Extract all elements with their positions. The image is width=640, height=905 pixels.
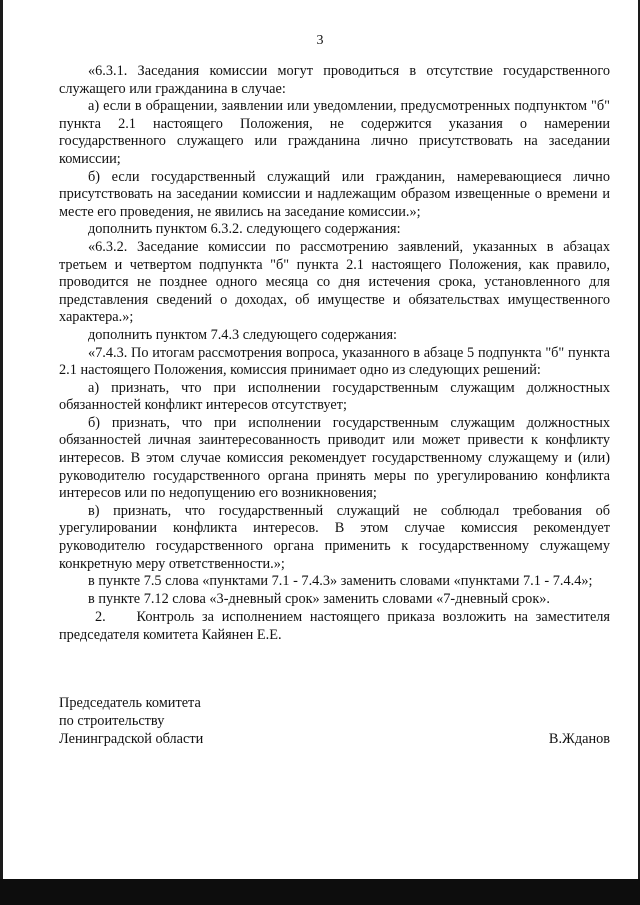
signatory-title-line: Председатель комитета xyxy=(59,695,201,711)
signatory-name: В.Жданов xyxy=(548,731,610,747)
paragraph-item-2: 2. Контроль за исполнением настоящего приказа возложить на заместителя председателя комитета Кайянен Е.Е. xyxy=(59,609,610,643)
signatory-title-line: по строительству xyxy=(59,713,165,729)
paragraph-add-6-3-2: дополнить пунктом 6.3.2. следующего содержания: xyxy=(88,221,401,238)
paragraph-6-3-1: «6.3.1. Заседания комиссии могут проводиться в отсутствие государственного служащего или гражданина в случае: xyxy=(59,63,610,97)
scan-left-edge xyxy=(0,0,3,905)
paragraph-6-3-1-b: б) если государственный служащий или гражданин, намеревающиеся лично присутствовать на заседании комиссии и надлежащим образом извещенные о времени и месте его проведения, не явились на заседание комиссии.»; xyxy=(59,168,610,220)
paragraph-7-4-3: «7.4.3. По итогам рассмотрения вопроса, указанного в абзаце 5 подпункта "б" пункта 2.1 настоящего Положения, комиссия принимает одно из следующих решений: xyxy=(59,344,610,379)
paragraph-6-3-1-a: а) если в обращении, заявлении или уведомлении, предусмотренных подпунктом "б" пункта 2.1 настоящего Положения, не содержится указания о намерении государственного служащего или гражданина лично присутствовать на заседании комиссии; xyxy=(59,98,610,167)
paragraph-7-12: в пункте 7.12 слова «3-дневный срок» заменить словами «7-дневный срок». xyxy=(88,590,550,607)
page-number: 3 xyxy=(316,33,324,48)
paragraph-7-4-3-v: в) признать, что государственный служащий не соблюдал требования об урегулировании конфликта интересов. В этом случае комиссия рекомендует руководителю государственного органа применить к государственному служащему конкретную меру ответственности.»; xyxy=(59,502,610,572)
scan-bottom-bar xyxy=(0,879,640,905)
paragraph-7-4-3-a: а) признать, что при исполнении государственным служащим должностных обязанностей конфликт интересов отсутствует; xyxy=(59,379,610,414)
paragraph-6-3-2: «6.3.2. Заседание комиссии по рассмотрению заявлений, указанных в абзацах третьем и четвертом подпункта "б" пункта 2.1 настоящего Положения, как правило, проводится не позднее одного месяца со дня истечения срока, установленного для представления сведений о доходах, об имуществе и обязательствах имущественного характера.»; xyxy=(59,238,610,326)
document-body xyxy=(59,63,610,645)
signatory-title-line: Ленинградской области xyxy=(59,731,204,747)
paragraph-7-4-3-b: б) признать, что при исполнении государственным служащим должностных обязанностей личная заинтересованность приводит или может привести к конфликту интересов. В этом случае комиссия рекомендует государственному служащему и (или) руководителю государственного органа принять меры по урегулированию конфликта интересов или по недопущению его возникновения; xyxy=(59,414,610,502)
paragraph-add-7-4-3: дополнить пунктом 7.4.3 следующего содержания: xyxy=(88,326,397,343)
signatory-title xyxy=(59,694,610,748)
paragraph-7-5: в пункте 7.5 слова «пунктами 7.1 - 7.4.3» заменить словами «пунктами 7.1 - 7.4.4»; xyxy=(88,573,593,590)
signature-block xyxy=(59,694,610,748)
